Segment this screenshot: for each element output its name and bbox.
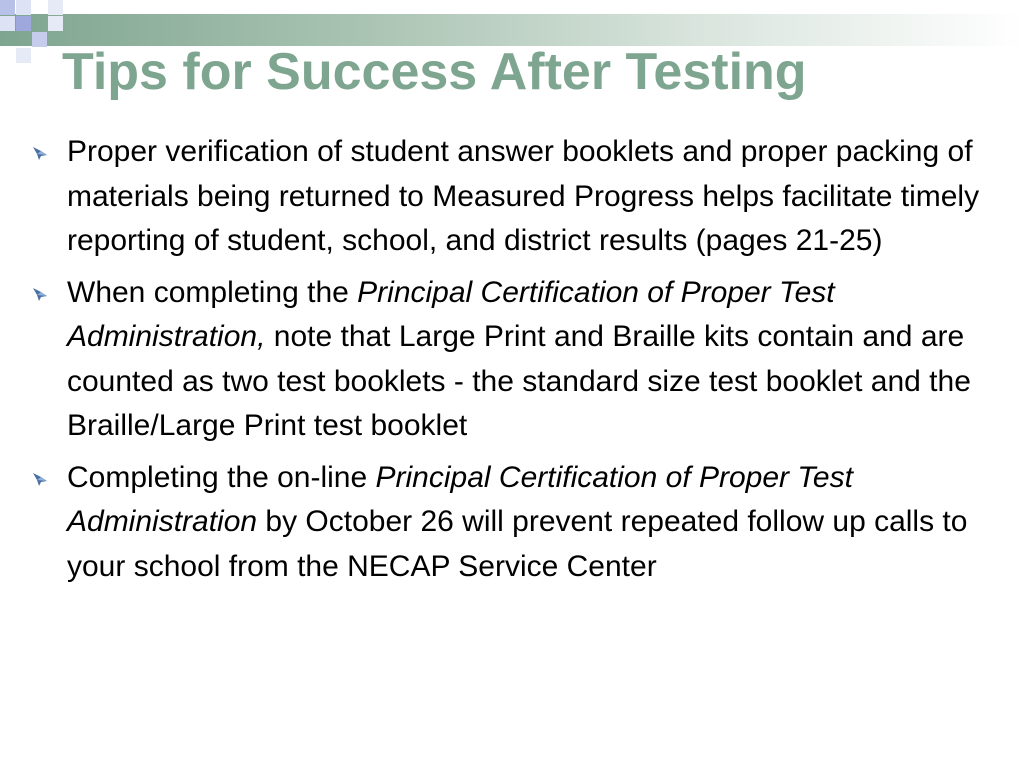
slide-title: Tips for Success After Testing <box>62 43 807 101</box>
document-title-emphasis: Principal Certification of Proper Test Administration <box>67 460 853 538</box>
bullet-text-after: note that Large Print and Braille kits contain and are counted as two test booklets - the standard size test booklet and the Braille/Large Print test booklet <box>67 320 971 442</box>
bullet-text-before: Completing the on-line <box>67 460 376 494</box>
bullet-arrow-icon <box>32 145 48 161</box>
bullet-arrow-icon <box>32 286 48 302</box>
bullet-arrow-icon <box>32 471 48 487</box>
document-title-emphasis: Principal Certification of Proper Test Administration, <box>67 275 835 353</box>
bullet-text: Proper verification of student answer booklets and proper packing of materials being returned to Measured Progress helps facilitate timely reporting of student, school, and district results (pages 21-25) <box>67 135 980 257</box>
bullet-item <box>32 271 997 449</box>
bullet-item <box>32 456 997 590</box>
header-gradient-bar <box>0 14 1024 46</box>
bullet-text-after: by October 26 will prevent repeated follow up calls to your school from the NECAP Service Center <box>67 505 968 583</box>
bullet-item <box>32 130 997 264</box>
bullet-text-before: When completing the <box>67 275 358 309</box>
bullet-list <box>32 130 997 596</box>
